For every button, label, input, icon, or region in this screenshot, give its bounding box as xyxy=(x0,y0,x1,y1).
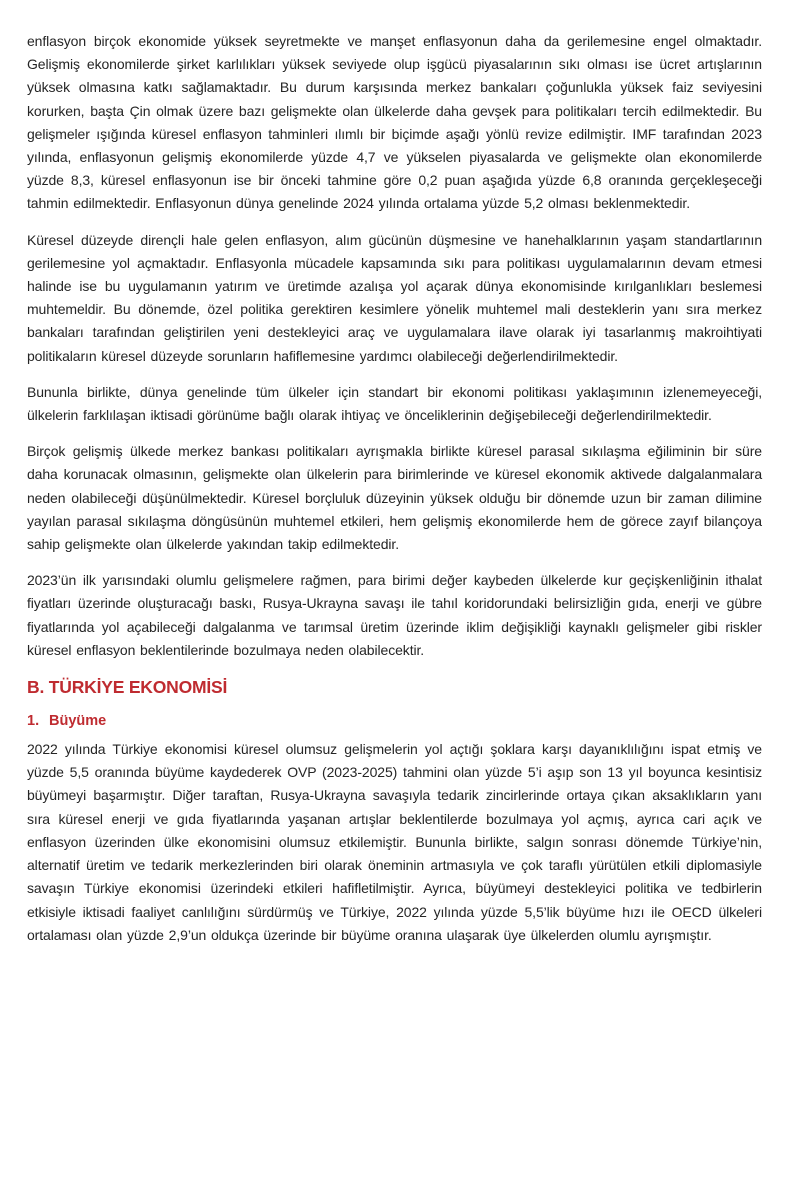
subsection-heading-buyume xyxy=(27,713,762,729)
section-heading-turkiye-ekonomisi: B. TÜRKİYE EKONOMİSİ xyxy=(27,677,228,698)
paragraph-growth: 2022 yılında Türkiye ekonomisi küresel olumsuz gelişmelerin yol açtığı şoklara karşı dayanıklılığını ispat etmiş ve yüzde 5,5 oranında büyüme kaydederek OVP (2023-2025) tahmini olan yüzde 5’i aşıp son 13 yıl boyunca kesintisiz büyümeyi başarmıştır. Diğer taraftan, Rusya-Ukrayna savaşıyla tedarik zincirlerinde ortaya çıkan aksaklıkların yanı sıra küresel enerji ve gıda fiyatlarında yaşanan artışlar beklentilerde bozulmaya yol açmış, ayrıca cari açık ve enflasyon üzerinden ülke ekonomisini olumsuz etkilemiştir. Bununla birlikte, salgın sonrası dönemde Türkiye’nin, alternatif üretim ve tedarik merkezlerinden biri olarak öneminin artmasıyla ve çok taraflı yürütülen etkili diplomasiyle savaşın Türkiye ekonomisi üzerindeki etkileri hafifletilmiştir. Ayrıca, büyümeyi destekleyici politika ve tedbirlerin etkisiyle iktisadi faaliyet canlılığını sürdürmüş ve Türkiye, 2022 yılında yüzde 5,5’lik büyüme hızı ile OECD ülkeleri ortalaması olan yüzde 2,9’un oldukça üzerinde bir büyüme oranına ulaşarak üye ülkelerden olumlu ayrışmıştır. xyxy=(27,741,762,943)
paragraph-resilient-inflation: Küresel düzeyde dirençli hale gelen enflasyon, alım gücünün düşmesine ve hanehalklarının yaşam standartlarının gerilemesine yol açmaktadır. Enflasyonla mücadele kapsamında sıkı para politikası uygulamalarının devam etmesi halinde ise bu uygulamanın yatırım ve üretimde azalışa yol açarak dünya ekonomisinde kırılganlıkları beslemesi muhtemeldir. Bu dönemde, özel politika gerektiren kesimlere yönelik muhtemel mali desteklerin yanı sıra merkez bankaları tarafından geliştirilen yeni destekleyici araç ve uygulamalara ilave olarak iyi tasarlanmış makroihtiyati politikaların küresel düzeyde sorunların hafiflemesine yardımcı olabileceği değerlendirilmektedir. xyxy=(27,231,762,364)
paragraph-no-standard-policy: Bununla birlikte, dünya genelinde tüm ülkeler için standart bir ekonomi politikası yaklaşımının izlenemeyeceği, ülkelerin farklılaşan iktisadi görünüme bağlı olarak ihtiyaç ve önceliklerinin değişebileceği değerlendirilmektedir. xyxy=(27,383,762,424)
subsection-title: Büyüme xyxy=(49,713,107,730)
paragraph-inflation-outlook: enflasyon birçok ekonomide yüksek seyretmekte ve manşet enflasyonun daha da gerilemesine engel olmaktadır. Gelişmiş ekonomilerde şirket karlılıkları yüksek seviyede olup işgücü piyasalarının sıkı olması ise ücret artışlarının yüksek olmasına katkı sağlamaktadır. Bu durum karşısında merkez bankaları çoğunlukla yüksek faiz seviyesini korurken, başta Çin olmak üzere bazı gelişmekte olan ülkelerde daha gevşek para politikaları tercih edilmektedir. Bu gelişmeler ışığında küresel enflasyon tahminleri ılımlı bir biçimde aşağı yönlü revize edilmiştir. IMF tarafından 2023 yılında, enflasyonun gelişmiş ekonomilerde yüzde 4,7 ve yükselen piyasalarda ve gelişmekte olan ekonomilerde yüzde 8,3, küresel enflasyonun ise bir önceki tahmine göre 0,2 puan aşağıda yüzde 6,8 oranında gerçekleşeceği tahmin edilmektedir. Enflasyonun dünya genelinde 2024 yılında ortalama yüzde 5,2 olması beklenmektedir. xyxy=(27,33,762,212)
subsection-number: 1. xyxy=(27,713,40,730)
paragraph-risks: 2023’ün ilk yarısındaki olumlu gelişmelere rağmen, para birimi değer kaybeden ülkelerde kur geçişkenliğinin ithalat fiyatları üzerinde oluşturacağı baskı, Rusya-Ukrayna savaşı ile tahıl koridorundaki belirsizliğin gıda, enerji ve gübre fiyatlarında yol açabileceği dalgalanma ve tarımsal üretim üzerinde iklim değişikliği kaynaklı gelişmeler gibi riskler küresel enflasyon beklentilerinde bozulmaya neden olabilecektir. xyxy=(27,572,762,658)
paragraph-monetary-tightening: Birçok gelişmiş ülkede merkez bankası politikaları ayrışmakla birlikte küresel parasal sıkılaşma eğiliminin bir süre daha korunacak olmasının, gelişmekte olan ülkelerin para birimlerinde ve küresel ekonomik aktivede dalgalanmalara neden olabileceği düşünülmektedir. Küresel borçluluk düzeyinin yüksek olduğu bir dönemde uzun bir zaman dilimine yayılan parasal sıkılaşma döngüsünün muhtemel etkileri, hem gelişmiş ekonomilerde hem de görece zayıf bilançoya sahip gelişmekte olan ülkelerde yakından takip edilmektedir. xyxy=(27,443,762,553)
